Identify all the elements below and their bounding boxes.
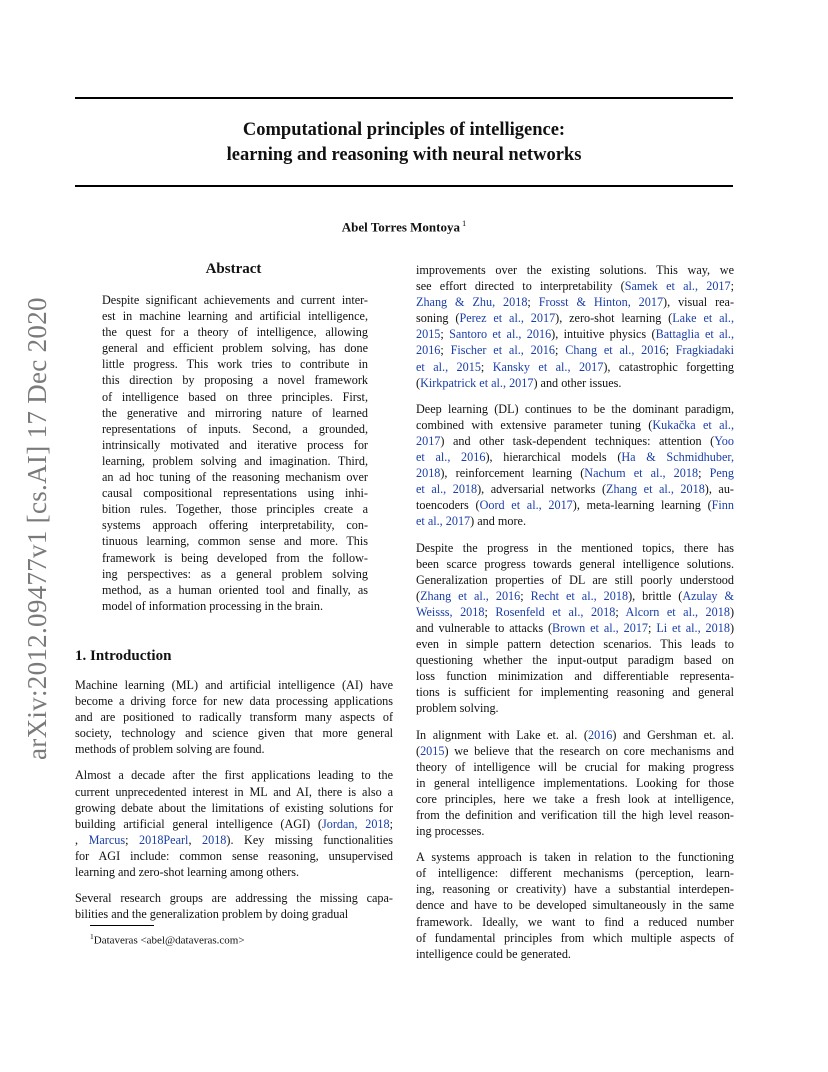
text-line: soning (Perez et al., 2017), zero-shot learning (Lake et al., bbox=[416, 311, 734, 326]
text-line: (Kirkpatrick et al., 2017) and other issues. bbox=[416, 375, 622, 390]
text-line: A systems approach is taken in relation to the functioning bbox=[416, 850, 734, 865]
text-line: learning and zero-shot learning among others. bbox=[75, 865, 300, 880]
author-footnote-mark: 1 bbox=[461, 218, 467, 228]
paragraph-gap bbox=[416, 391, 734, 401]
text-line: an ad hoc tuning of the reasoning mechanism over bbox=[102, 470, 368, 485]
text-line: Generalization properties of DL are still poorly understood bbox=[416, 572, 734, 587]
text-line: core principles, here we take a fresh look at intelligence, bbox=[416, 791, 734, 806]
citation-link[interactable]: Chang et al., 2016 bbox=[565, 343, 666, 358]
citation-link[interactable]: 2018 bbox=[202, 832, 227, 847]
left-column bbox=[75, 677, 393, 922]
arxiv-identifier: arXiv:2012.09477v1 [cs.AI] 17 Dec 2020 bbox=[22, 297, 52, 760]
citation-link[interactable]: Fischer et al., 2016 bbox=[450, 343, 555, 358]
title-rule-bottom bbox=[75, 185, 733, 187]
text-line: model of information processing in the brain. bbox=[102, 598, 324, 613]
title-rule-top bbox=[75, 97, 733, 99]
citation-link[interactable]: Weisss, 2018 bbox=[416, 604, 485, 619]
text-line: combined with extensive parameter tuning (Kukačka et al., bbox=[416, 417, 735, 432]
citation-link[interactable]: Marcus bbox=[88, 832, 126, 847]
text-line: Machine learning (ML) and artificial intelligence (AI) have bbox=[75, 678, 393, 692]
citation-link[interactable]: Kukačka et al., bbox=[652, 417, 735, 432]
citation-link[interactable]: Oord et al., 2017 bbox=[479, 498, 573, 513]
text-line: Despite the progress in the mentioned topics, there has bbox=[416, 540, 734, 555]
abstract-heading: Abstract bbox=[205, 261, 262, 277]
citation-link[interactable]: 2018 bbox=[139, 832, 164, 847]
text-line: et al., 2017) and more. bbox=[416, 514, 526, 529]
footnote-mark: 1 bbox=[90, 932, 94, 941]
citation-link[interactable]: Alcorn et al., 2018 bbox=[625, 604, 730, 619]
text-line: bilities and the generalization problem by doing gradual bbox=[75, 907, 349, 922]
text-line: systems approach offering interpretability, con- bbox=[102, 518, 368, 533]
text-line: (2015) we believe that the research on core mechanisms and bbox=[416, 743, 734, 758]
text-line: and vulnerable to attacks (Brown et al., 2017; Li et al., 2018) bbox=[416, 620, 734, 635]
footnote bbox=[90, 930, 245, 948]
text-line: society, technology and science given that more general bbox=[75, 726, 393, 741]
text-line: from the definition and verification till the high level reason- bbox=[416, 808, 734, 822]
text-line: Almost a decade after the first applications leading to the bbox=[75, 768, 393, 783]
footnote-text: Dataveras <abel@dataveras.com> bbox=[93, 934, 245, 947]
citation-link[interactable]: Fragkiadaki bbox=[675, 343, 734, 358]
text-line: current unprecedented interest in ML and AI, there is also a bbox=[75, 784, 393, 799]
abstract-body bbox=[102, 292, 368, 614]
citation-link[interactable]: Santoro et al., 2016 bbox=[449, 327, 552, 342]
citation-link[interactable]: 2015 bbox=[416, 327, 441, 342]
text-line: learning, problem solving and imagination. Third, bbox=[102, 453, 368, 468]
citation-link[interactable]: Samek et al., 2017 bbox=[624, 279, 731, 294]
citation-link[interactable]: Yoo bbox=[714, 433, 734, 448]
citation-link[interactable]: et al., 2016 bbox=[416, 450, 486, 465]
citation-link[interactable]: 2016 bbox=[587, 727, 613, 742]
text-line: and are positioned to radically transform many aspects of bbox=[75, 710, 393, 725]
text-line: intrinsically motivated and iterative process for bbox=[102, 437, 368, 452]
author-name: Abel Torres Montoya bbox=[341, 219, 460, 235]
citation-link[interactable]: et al., 2018 bbox=[416, 482, 478, 497]
citation-link[interactable]: Li et al., 2018 bbox=[656, 620, 730, 635]
text-line: improvements over the existing solutions. This way, we bbox=[416, 263, 734, 277]
text-line: of fundamental principles from which multiple aspects of bbox=[416, 930, 734, 945]
citation-link[interactable]: Zhang & Zhu, 2018 bbox=[416, 295, 528, 310]
text-line: 2015; Santoro et al., 2016), intuitive physics (Battaglia et al., bbox=[416, 327, 734, 342]
text-line: Zhang & Zhu, 2018; Frosst & Hinton, 2017), visual rea- bbox=[416, 295, 735, 310]
paragraph-gap bbox=[75, 757, 393, 767]
text-line: intelligence could be generated. bbox=[416, 946, 571, 961]
citation-link[interactable]: Brown et al., 2017 bbox=[552, 620, 649, 635]
text-line: et al., 2016), hierarchical models (Ha & Schmidhuber, bbox=[416, 450, 734, 465]
citation-link[interactable]: 2016 bbox=[416, 343, 441, 358]
citation-link[interactable]: Peng bbox=[709, 466, 734, 481]
text-line: Weisss, 2018; Rosenfeld et al., 2018; Alcorn et al., 2018) bbox=[416, 604, 734, 619]
section-heading-introduction: 1. Introduction bbox=[75, 648, 172, 664]
text-line: building artificial general intelligence (AGI) (Jordan, 2018; bbox=[75, 816, 393, 831]
text-line: of intelligence based on three principles. First, bbox=[102, 389, 368, 404]
text-line: the quest for a theory of intelligence, allowing bbox=[102, 325, 368, 340]
text-line: bition rules. Together, those principles create a bbox=[102, 502, 368, 517]
text-line: even in simple pattern detection scenarios. This leads to bbox=[416, 637, 734, 652]
text-line: in general intelligence implementations. Looking for those bbox=[416, 775, 734, 790]
text-line: methods of problem solving are found. bbox=[75, 742, 265, 757]
citation-link[interactable]: 2015 bbox=[420, 743, 445, 758]
citation-link[interactable]: Azulay & bbox=[682, 588, 734, 603]
text-line: growing debate about the limitations of existing solutions for bbox=[75, 800, 393, 815]
text-line: ing, reasoning or creativity) have a substantial interdepen- bbox=[416, 882, 734, 897]
text-line: causal compositional representations using inhi- bbox=[102, 486, 368, 501]
citation-link[interactable]: et al., 2017 bbox=[416, 514, 471, 529]
text-line: see effort directed to interpretability (Samek et al., 2017; bbox=[416, 279, 734, 294]
text-line: 2017) and other task-dependent techniques: attention (Yoo bbox=[416, 433, 734, 448]
text-line: this direction by proposing a novel framework bbox=[102, 373, 368, 388]
citation-link[interactable]: Zhang et al., 2018 bbox=[606, 482, 705, 497]
text-line: theory of intelligence will be crucial for making progress bbox=[416, 759, 734, 774]
text-line: loss function minimization and differentiable representa- bbox=[416, 669, 734, 684]
citation-link[interactable]: Battaglia et al., bbox=[655, 327, 734, 342]
text-line: little progress. This work tries to contribute in bbox=[102, 357, 368, 372]
text-line: the generative and mirroring nature of learned bbox=[102, 405, 368, 420]
citation-link[interactable]: Kirkpatrick et al., 2017 bbox=[420, 375, 534, 390]
citation-link[interactable]: Recht et al., 2018 bbox=[530, 588, 629, 603]
text-line: representations of inputs. Second, a grounded, bbox=[102, 421, 368, 436]
text-line: toencoders (Oord et al., 2017), meta-learning learning (Finn bbox=[416, 498, 734, 513]
citation-link[interactable]: Jordan, 2018 bbox=[321, 816, 390, 831]
citation-link[interactable]: Kansky et al., 2017 bbox=[492, 359, 604, 374]
citation-link[interactable]: Perez et al., 2017 bbox=[459, 311, 556, 326]
text-line: et al., 2015; Kansky et al., 2017), catastrophic forgetting bbox=[416, 359, 735, 374]
paragraph-gap bbox=[416, 717, 734, 727]
text-line: problem solving. bbox=[416, 701, 499, 716]
citation-link[interactable]: Pearl bbox=[163, 832, 189, 847]
text-line: framework. Ideally, we want to find a reduced number bbox=[416, 914, 734, 929]
text-line: tions is sufficient for implementing reasoning and general bbox=[416, 685, 734, 700]
text-line: Despite significant achievements and current inter- bbox=[102, 293, 368, 307]
right-column bbox=[416, 262, 734, 962]
citation-link[interactable]: et al., 2015 bbox=[416, 359, 481, 374]
text-line: framework is being developed from the follow- bbox=[102, 550, 368, 565]
paragraph-gap bbox=[416, 530, 734, 540]
citation-link[interactable]: Lake et al., bbox=[672, 311, 734, 326]
citation-link[interactable]: 2018 bbox=[416, 466, 441, 481]
text-line: (Zhang et al., 2016; Recht et al., 2018), brittle (Azulay & bbox=[416, 588, 734, 603]
text-line: been scarce progress towards general intelligence solutions. bbox=[416, 556, 734, 571]
text-line: of intelligence: different mechanisms (perception, learn- bbox=[416, 866, 734, 881]
text-line: 2018), reinforcement learning (Nachum et al., 2018; Peng bbox=[416, 466, 734, 481]
citation-link[interactable]: Ha & Schmidhuber, bbox=[621, 450, 734, 465]
text-line: tinuous learning, common sense and more. This bbox=[102, 534, 368, 549]
text-line: ing perspectives: as a general problem solving bbox=[102, 566, 368, 581]
citation-link[interactable]: Frosst & Hinton, 2017 bbox=[538, 295, 664, 310]
text-line: method, as a human oriented tool and finally, as bbox=[102, 582, 368, 597]
title-line-1: Computational principles of intelligence: bbox=[242, 120, 566, 140]
paragraph-gap bbox=[416, 839, 734, 849]
text-line: become a driving force for new data processing applications bbox=[75, 694, 393, 709]
author bbox=[75, 214, 733, 236]
citation-link[interactable]: Nachum et al., 2018 bbox=[584, 466, 699, 481]
citation-link[interactable]: Rosenfeld et al., 2018 bbox=[495, 604, 616, 619]
title-line-2: learning and reasoning with neural networks bbox=[226, 145, 582, 165]
paper-title bbox=[75, 118, 733, 168]
footnote-rule bbox=[90, 925, 154, 926]
citation-link[interactable]: 2017 bbox=[416, 433, 441, 448]
paragraph-gap bbox=[75, 880, 393, 890]
text-line: 2016; Fischer et al., 2016; Chang et al., 2016; Fragkiadaki bbox=[416, 343, 734, 358]
text-line: , Marcus; 2018Pearl, 2018). Key missing functionalities bbox=[75, 832, 393, 847]
text-line: Deep learning (DL) continues to be the dominant paradigm, bbox=[416, 401, 734, 416]
text-line: est in machine learning and artificial intelligence, bbox=[102, 309, 368, 324]
text-line: for AGI include: common sense reasoning, unsupervised bbox=[75, 848, 393, 863]
text-line: dence and have to be developed simultaneously in the same bbox=[416, 898, 734, 913]
text-line: general and efficient problem solving, has done bbox=[102, 341, 368, 356]
text-line: questioning whether the input-output paradigm based on bbox=[416, 653, 734, 668]
text-line: ing processes. bbox=[416, 824, 485, 839]
citation-link[interactable]: Zhang et al., 2016 bbox=[420, 588, 521, 603]
text-line: In alignment with Lake et. al. (2016) and Gershman et. al. bbox=[416, 727, 734, 742]
text-line: Several research groups are addressing the missing capa- bbox=[75, 891, 393, 906]
text-line: et al., 2018), adversarial networks (Zhang et al., 2018), au- bbox=[416, 482, 734, 497]
citation-link[interactable]: Finn bbox=[711, 498, 734, 513]
